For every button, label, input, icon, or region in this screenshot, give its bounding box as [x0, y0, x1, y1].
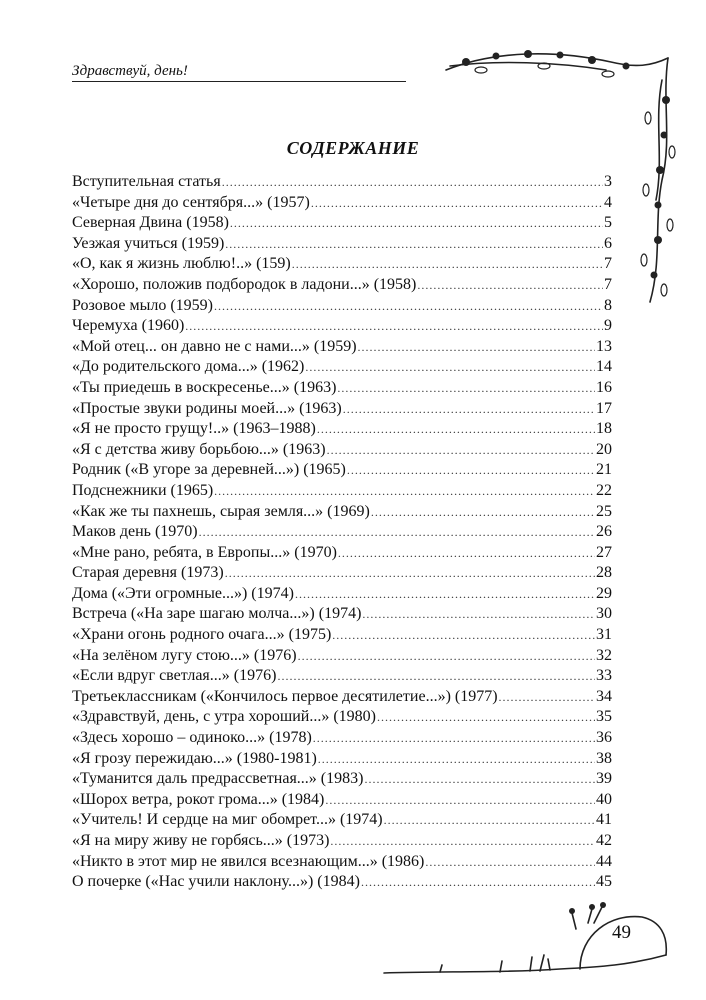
- toc-entry-title: Розовое мыло (1959): [72, 296, 213, 314]
- toc-entry: [72, 831, 612, 852]
- toc-entry-page: 38: [596, 749, 612, 767]
- toc-entry: [72, 790, 612, 811]
- toc-entry-title: «Туманится даль предрассветная...» (1983): [72, 770, 364, 788]
- toc-entry: [72, 378, 612, 399]
- dot-leader: [338, 543, 595, 564]
- toc-entry: [72, 749, 612, 770]
- toc-entry-title: «На зелёном лугу стою...» (1976): [72, 646, 297, 664]
- toc-entry: [72, 193, 612, 214]
- toc-entry: [72, 440, 612, 461]
- toc-entry-page: 31: [596, 626, 612, 644]
- toc-entry-page: 28: [596, 564, 612, 582]
- toc-entry-page: 34: [596, 687, 612, 705]
- dot-leader: [425, 852, 595, 873]
- toc-entry: [72, 481, 612, 502]
- dot-leader: [337, 378, 595, 399]
- dot-leader: [327, 440, 595, 461]
- dot-leader: [371, 502, 595, 523]
- running-title: Здравствуй, день!: [72, 62, 406, 82]
- toc-entry-title: Черемуха (1960): [72, 317, 185, 335]
- toc-entry-page: 8: [604, 296, 612, 314]
- toc-entry: [72, 213, 612, 234]
- toc-entry: [72, 502, 612, 523]
- toc-entry-title: Старая деревня (1973): [72, 564, 224, 582]
- toc-entry: [72, 666, 612, 687]
- dot-leader: [358, 337, 595, 358]
- toc-entry-title: «Я с детства живу борьбою...» (1963): [72, 440, 326, 458]
- dot-leader: [384, 810, 595, 831]
- toc-entry-title: «Храни огонь родного очага...» (1975): [72, 626, 332, 644]
- toc-entry-page: 14: [596, 358, 612, 376]
- toc-entry-title: «Четыре дня до сентября...» (1957): [72, 193, 310, 211]
- toc-entry-page: 20: [596, 440, 612, 458]
- toc-entry-title: Третьеклассникам («Кончилось первое десятилетие...») (1977): [72, 687, 498, 705]
- dot-leader: [361, 872, 595, 893]
- toc-entry-title: «Как же ты пахнешь, сырая земля...» (1969): [72, 502, 370, 520]
- toc-entry-page: 39: [596, 770, 612, 788]
- toc-entry-page: 5: [604, 214, 612, 232]
- toc-entry-page: 3: [604, 173, 612, 190]
- toc-entry: [72, 399, 612, 420]
- toc-entry-page: 41: [596, 811, 612, 829]
- toc-entry: [72, 563, 612, 584]
- toc-entry: [72, 419, 612, 440]
- toc-entry: [72, 337, 612, 358]
- dot-leader: [343, 399, 595, 420]
- toc-entry-title: Северная Двина (1958): [72, 214, 229, 232]
- dot-leader: [225, 563, 595, 584]
- dot-leader: [292, 254, 603, 275]
- toc-entry: [72, 728, 612, 749]
- toc-entry: [72, 275, 612, 296]
- dot-leader: [225, 234, 603, 255]
- toc-entry-title: «До родительского дома...» (1962): [72, 358, 305, 376]
- toc-entry-page: 44: [596, 852, 612, 870]
- dot-leader: [277, 666, 595, 687]
- toc-entry-page: 16: [596, 378, 612, 396]
- dot-leader: [311, 193, 603, 214]
- toc-entry: [72, 316, 612, 337]
- dot-leader: [499, 687, 595, 708]
- toc-entry-page: 40: [596, 790, 612, 808]
- toc-entry: [72, 522, 612, 543]
- toc-entry-page: 26: [596, 523, 612, 541]
- dot-leader: [332, 625, 595, 646]
- toc-entry-title: Встреча («На заре шагаю молча...») (1974): [72, 605, 362, 623]
- toc-list: [72, 172, 612, 893]
- toc-entry-title: Подснежники (1965): [72, 481, 214, 499]
- toc-entry-page: 29: [596, 584, 612, 602]
- toc-entry-title: Родник («В угоре за деревней...») (1965): [72, 461, 346, 479]
- dot-leader: [325, 790, 595, 811]
- toc-entry-title: О почерке («Нас учили наклону...») (1984): [72, 873, 360, 891]
- toc-entry-title: «Мне рано, ребята, в Европы...» (1970): [72, 543, 337, 561]
- toc-entry: [72, 769, 612, 790]
- toc-entry: [72, 687, 612, 708]
- toc-entry-title: «Мой отец... он давно не с нами...» (1959): [72, 337, 357, 355]
- dot-leader: [295, 584, 595, 605]
- toc-entry: [72, 584, 612, 605]
- toc-entry-title: «Я не просто грущу!..» (1963–1988): [72, 420, 316, 438]
- dot-leader: [364, 769, 595, 790]
- toc-entry-title: «О, как я жизнь люблю!..» (159): [72, 255, 291, 273]
- toc-entry-page: 13: [596, 337, 612, 355]
- toc-entry: [72, 707, 612, 728]
- dot-leader: [313, 728, 595, 749]
- toc-entry-page: 42: [596, 832, 612, 849]
- dot-leader: [330, 831, 595, 852]
- toc-entry-page: 7: [604, 255, 612, 273]
- toc-entry-title: «Здесь хорошо – одиноко...» (1978): [72, 729, 312, 747]
- toc-entry-title: «Я грозу пережидаю...» (1980-1981): [72, 749, 317, 767]
- dot-leader: [417, 275, 603, 296]
- toc-entry: [72, 646, 612, 667]
- dot-leader: [347, 460, 595, 481]
- dot-leader: [298, 646, 595, 667]
- toc-entry-title: «Здравствуй, день, с утра хороший...» (1980): [72, 708, 376, 726]
- toc-entry: [72, 460, 612, 481]
- toc-entry: [72, 604, 612, 625]
- toc-entry: [72, 234, 612, 255]
- toc-entry-title: «Учитель! И сердце на миг обомрет...» (1974): [72, 811, 383, 829]
- toc-entry-title: «Никто в этот мир не явился всезнающим...» (1986): [72, 852, 425, 870]
- toc-entry-page: 22: [596, 481, 612, 499]
- toc-entry-page: 7: [604, 275, 612, 293]
- toc-entry: [72, 254, 612, 275]
- toc-entry-page: 32: [596, 646, 612, 664]
- toc-entry: [72, 172, 612, 193]
- dot-leader: [199, 522, 595, 543]
- toc-entry-title: «Я на миру живу не горбясь...» (1973): [72, 832, 330, 849]
- dot-leader: [230, 213, 603, 234]
- toc-entry: [72, 625, 612, 646]
- toc-entry-title: «Если вдруг светлая...» (1976): [72, 667, 277, 685]
- toc-entry: [72, 810, 612, 831]
- toc-entry: [72, 543, 612, 564]
- toc-entry-page: 30: [596, 605, 612, 623]
- toc-entry-title: «Простые звуки родины моей...» (1963): [72, 399, 342, 417]
- toc-entry-title: «Хорошо, положив подбородок в ладони...» (1958): [72, 275, 417, 293]
- toc-entry-page: 35: [596, 708, 612, 726]
- page-title: СОДЕРЖАНИЕ: [286, 138, 420, 158]
- toc-entry-page: 21: [596, 461, 612, 479]
- toc-entry-title: Дома («Эти огромные...») (1974): [72, 584, 294, 602]
- toc-entry-title: «Шорох ветра, рокот грома...» (1984): [72, 790, 325, 808]
- toc-entry-page: 6: [604, 234, 612, 252]
- toc-entry-title: «Ты приедешь в воскресенье...» (1963): [72, 378, 337, 396]
- toc-entry-page: 36: [596, 729, 612, 747]
- toc-entry-title: Уезжая учиться (1959): [72, 234, 225, 252]
- toc-entry-page: 25: [596, 502, 612, 520]
- toc-entry: [72, 852, 612, 873]
- dot-leader: [222, 172, 603, 193]
- dot-leader: [318, 749, 595, 770]
- toc-entry-page: 45: [596, 873, 612, 891]
- dot-leader: [362, 604, 595, 625]
- toc-entry-page: 33: [596, 667, 612, 685]
- toc-entry-title: Вступительная статья: [72, 173, 221, 190]
- dot-leader: [185, 316, 603, 337]
- dot-leader: [305, 357, 595, 378]
- page-number: 49: [612, 922, 631, 943]
- toc-entry-page: 17: [596, 399, 612, 417]
- toc-entry-page: 27: [596, 543, 612, 561]
- dot-leader: [214, 481, 595, 502]
- dot-leader: [214, 296, 603, 317]
- dot-leader: [317, 419, 595, 440]
- toc-entry: [72, 296, 612, 317]
- dot-leader: [377, 707, 595, 728]
- toc-entry-title: Маков день (1970): [72, 523, 198, 541]
- toc-entry: [72, 872, 612, 893]
- toc-entry-page: 18: [596, 420, 612, 438]
- toc-entry: [72, 357, 612, 378]
- toc-entry-page: 4: [604, 193, 612, 211]
- toc-entry-page: 9: [604, 317, 612, 335]
